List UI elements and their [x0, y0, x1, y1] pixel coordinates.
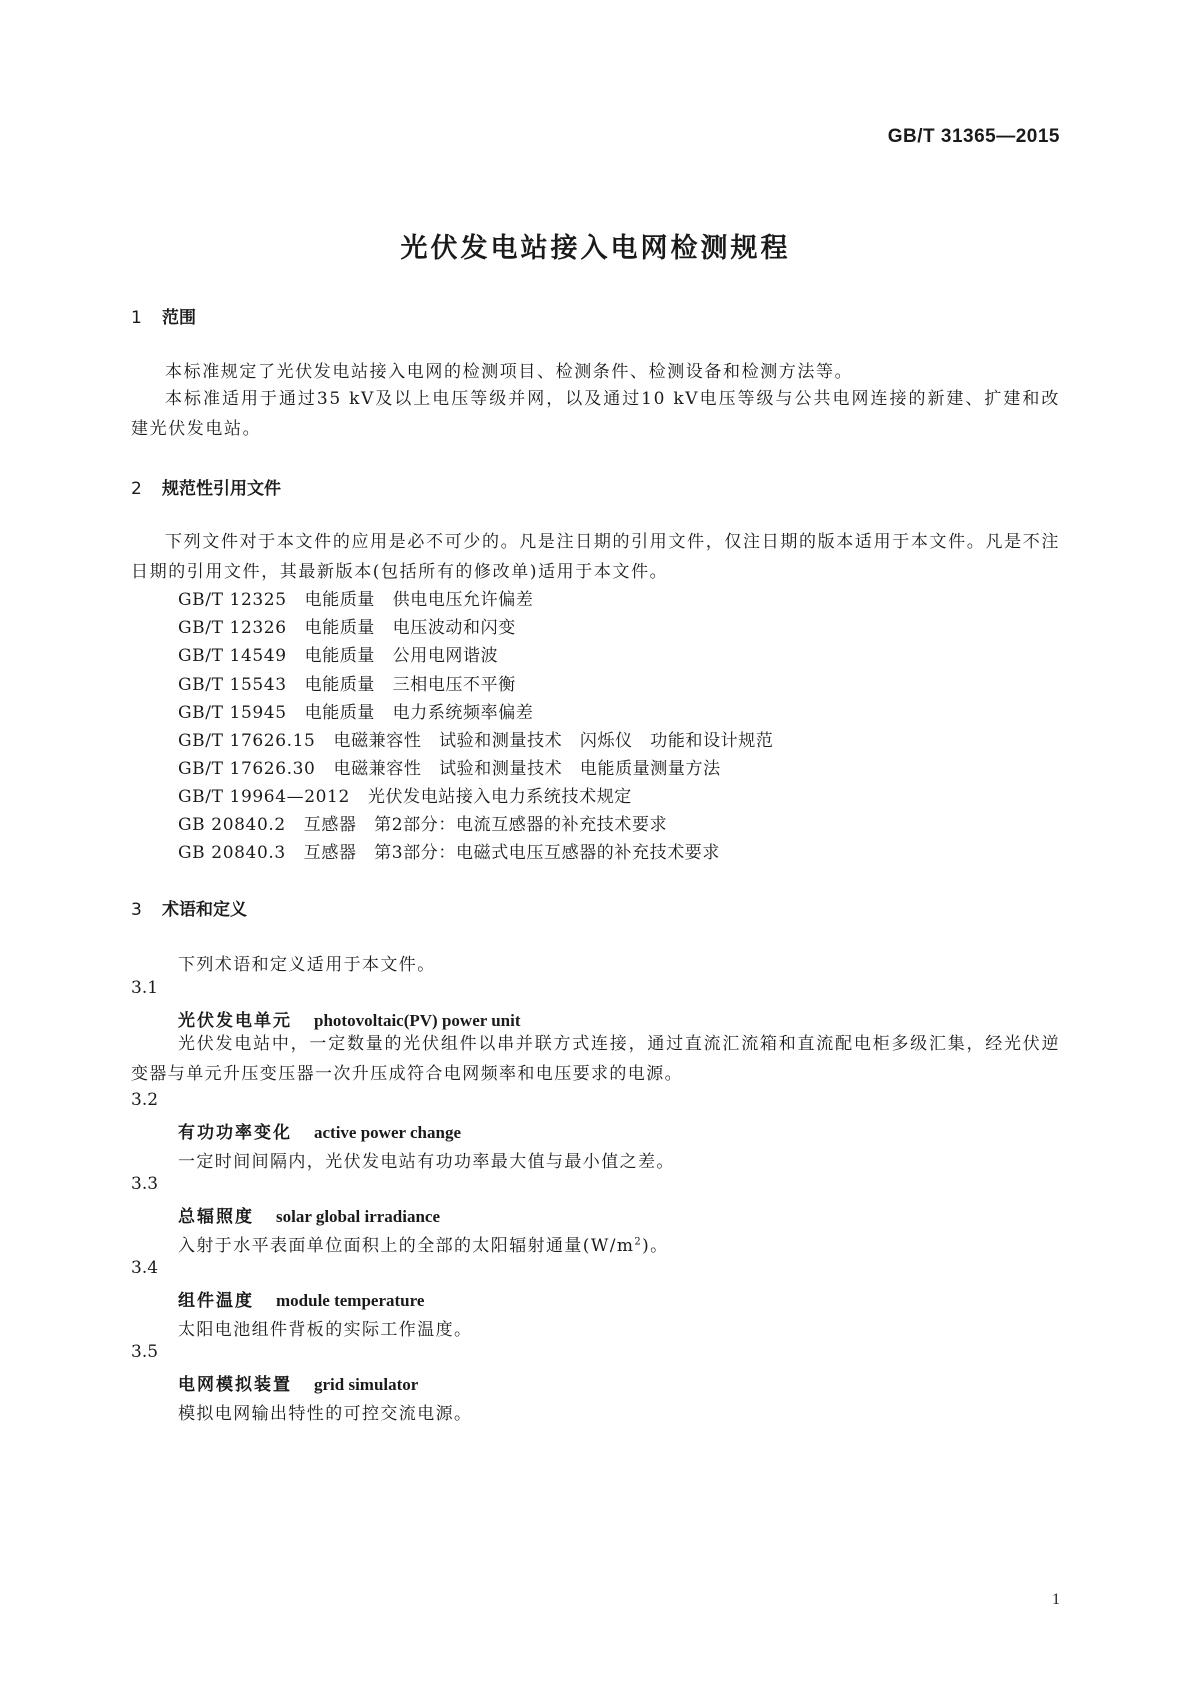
paragraph: 本标准适用于通过35 kV及以上电压等级并网，以及通过10 kV电压等级与公共电网连接的新建、扩建和改建光伏发电站。 [131, 389, 1060, 439]
section-title: 范围 [162, 308, 196, 328]
paragraph: 下列术语和定义适用于本文件。 [178, 955, 436, 975]
reference-item [178, 782, 632, 807]
section-2-heading [131, 474, 281, 499]
reference-title: 电磁兼容性 试验和测量技术 电能质量测量方法 [333, 759, 721, 779]
term-heading [178, 1118, 461, 1143]
reference-title: 互感器 第3部分：电磁式电压互感器的补充技术要求 [303, 843, 720, 863]
reference-item [178, 810, 667, 835]
reference-code: GB/T 14549 [178, 646, 287, 666]
reference-code: GB 20840.2 [178, 815, 286, 835]
document-title: 光伏发电站接入电网检测规程 [400, 233, 791, 264]
term-zh: 电网模拟装置 [178, 1375, 292, 1395]
section-title: 规范性引用文件 [162, 479, 281, 499]
reference-title: 电能质量 电压波动和闪变 [304, 618, 516, 638]
definition-text-end: )。 [642, 1236, 669, 1256]
reference-item [178, 726, 773, 751]
term-en: photovoltaic(PV) power unit [314, 1011, 521, 1030]
reference-item [178, 838, 720, 863]
term-definition: 模拟电网输出特性的可控交流电源。 [178, 1404, 473, 1424]
reference-title: 互感器 第2部分：电流互感器的补充技术要求 [303, 815, 668, 835]
reference-title: 电能质量 三相电压不平衡 [304, 675, 516, 695]
term-en: solar global irradiance [276, 1207, 441, 1226]
reference-code: GB/T 12326 [178, 618, 287, 638]
page-number: 1 [1052, 1591, 1060, 1608]
section-title: 术语和定义 [162, 900, 247, 920]
term-heading [178, 1286, 424, 1311]
term-number: 3.3 [131, 1174, 159, 1194]
reference-item [178, 698, 533, 723]
term-zh: 组件温度 [178, 1291, 254, 1311]
reference-title: 电能质量 电力系统频率偏差 [304, 703, 534, 723]
term-zh: 光伏发电单元 [178, 1011, 292, 1031]
reference-item [178, 585, 533, 610]
term-number: 3.4 [131, 1258, 159, 1278]
term-definition: 一定时间间隔内，光伏发电站有功功率最大值与最小值之差。 [178, 1152, 675, 1172]
section-number: 1 [131, 308, 142, 328]
section-number: 3 [131, 900, 142, 920]
standard-code: GB/T 31365—2015 [887, 126, 1060, 147]
reference-item [178, 754, 721, 779]
reference-code: GB/T 15945 [178, 703, 287, 723]
term-definition: 太阳电池组件背板的实际工作温度。 [178, 1320, 473, 1340]
paragraph: 本标准规定了光伏发电站接入电网的检测项目、检测条件、检测设备和检测方法等。 [165, 362, 854, 382]
term-zh: 有功功率变化 [178, 1123, 292, 1143]
reference-code: GB/T 19964—2012 [178, 787, 350, 807]
term-heading [178, 1202, 440, 1227]
reference-title: 光伏发电站接入电力系统技术规定 [367, 787, 632, 807]
section-3-heading [131, 895, 247, 920]
definition-text: 入射于水平表面单位面积上的全部的太阳辐射通量(W/m [178, 1236, 635, 1256]
section-1-heading [131, 303, 196, 328]
superscript: 2 [634, 1236, 643, 1248]
term-number: 3.5 [131, 1342, 159, 1362]
term-en: grid simulator [314, 1375, 419, 1394]
reference-item [178, 641, 498, 666]
reference-code: GB/T 15543 [178, 675, 287, 695]
term-zh: 总辐照度 [178, 1207, 254, 1227]
reference-title: 电能质量 供电电压允许偏差 [304, 590, 534, 610]
reference-title: 电磁兼容性 试验和测量技术 闪烁仪 功能和设计规范 [333, 731, 774, 751]
reference-item [178, 670, 516, 695]
reference-code: GB 20840.3 [178, 843, 286, 863]
term-en: active power change [314, 1123, 461, 1142]
term-number: 3.2 [131, 1090, 159, 1110]
paragraph: 下列文件对于本文件的应用是必不可少的。凡是注日期的引用文件，仅注日期的版本适用于本文件。凡是不注日期的引用文件，其最新版本(包括所有的修改单)适用于本文件。 [131, 532, 1060, 582]
term-heading [178, 1006, 521, 1031]
term-definition: 光伏发电站中，一定数量的光伏组件以串并联方式连接，通过直流汇流箱和直流配电柜多级汇集，经光伏逆变器与单元升压变压器一次升压成符合电网频率和电压要求的电源。 [131, 1034, 1060, 1084]
reference-item [178, 613, 516, 638]
term-definition [178, 1231, 669, 1256]
reference-code: GB/T 17626.30 [178, 759, 316, 779]
reference-code: GB/T 17626.15 [178, 731, 316, 751]
term-en: module temperature [276, 1291, 425, 1310]
section-number: 2 [131, 479, 142, 499]
reference-title: 电能质量 公用电网谐波 [304, 646, 499, 666]
reference-code: GB/T 12325 [178, 590, 287, 610]
term-heading [178, 1370, 418, 1395]
term-number: 3.1 [131, 978, 159, 998]
